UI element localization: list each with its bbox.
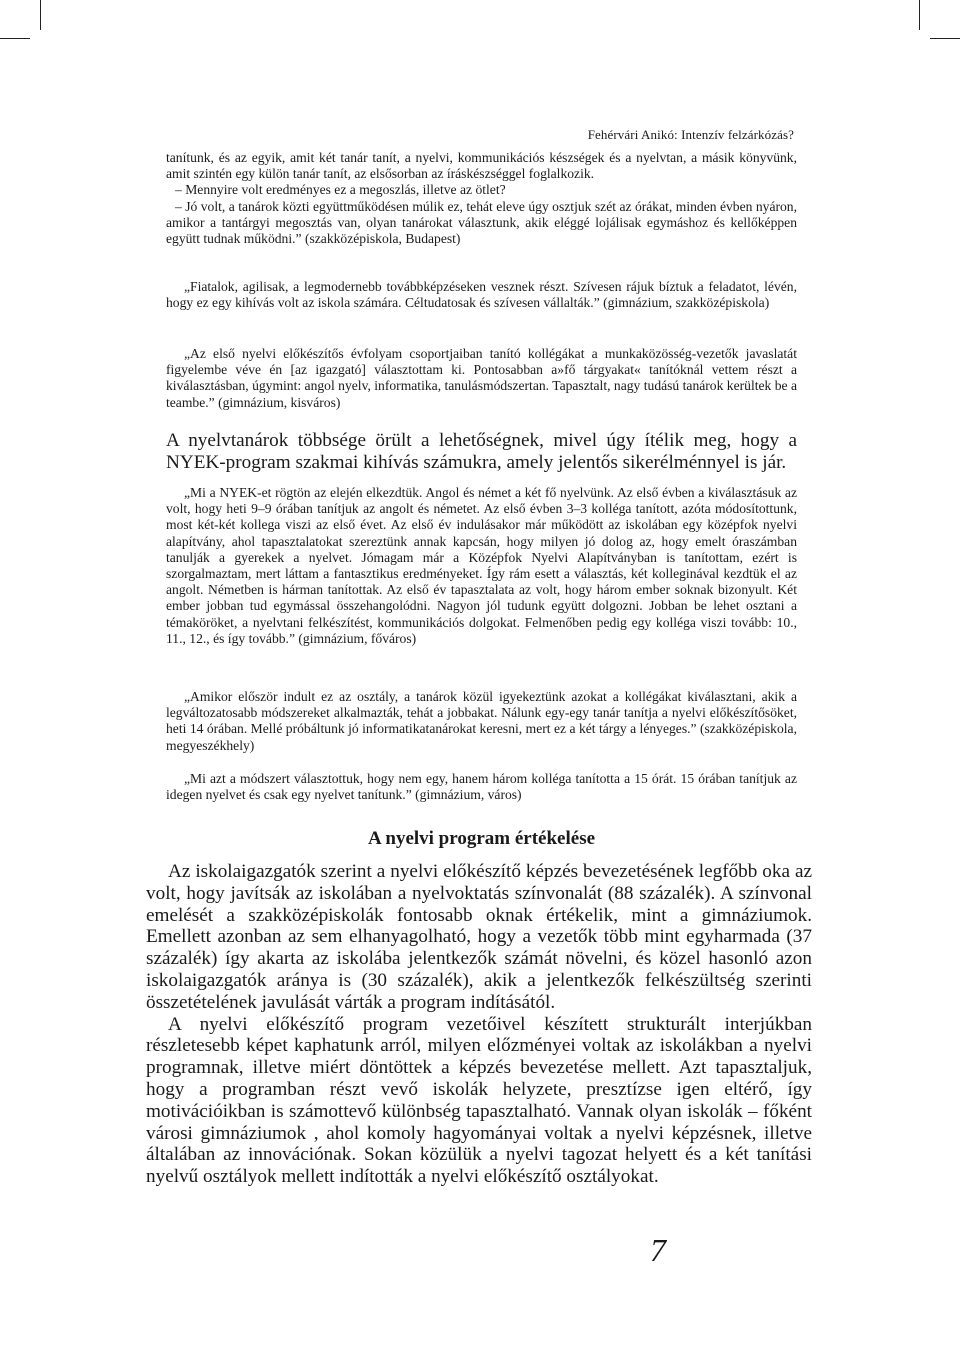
quote-text: „Az első nyelvi előkészítős évfolyam csoportjaiban tanító kollégákat a munkaközösség-vezetők javaslatát figyelembe véve én [az igazgató] választottam ki. Pontosabban a»fő tárgyakat« tanítóknál vettem részt a kiválasztásban, úgymint: angol nyelv, informatika, tanulásmódszertan. Tapasztalt, nagy tudású tanárok kerültek be a teambe.” (gimnázium, kisváros) [166,346,797,410]
highlight-statement: A nyelvtanárok többsége örült a lehetőségnek, mivel úgy ítélik meg, hogy a NYEK-program szakmai kihívás számukra, amely jelentős sikerélménnyel is jár. [166,430,797,473]
crop-mark-left-top [0,38,30,39]
quote-text: „Mi azt a módszert választottuk, hogy nem egy, hanem három kolléga tanította a 15 órát. 15 órában tanítjuk az idegen nyelvet és csak egy nyelvet tanítunk.” (gimnázium, város) [166,771,797,803]
intro-text: tanítunk, és az egyik, amit két tanár tanít, a nyelvi, kommunikációs készségek és a nyelvtan, a másik könyvünk, amit szintén egy külön tanár tanít, az elsősorban az íráskészséggel foglalkozik. [166,150,797,182]
running-header: Fehérvári Anikó: Intenzív felzárkózás? [587,127,794,142]
quote-text: „Fiatalok, agilisak, a legmodernebb továbbképzéseken vesznek részt. Szívesen rájuk bíztuk a feladatot, lévén, hogy ez egy kihívás volt az iskola számára. Céltudatosak és szívesen vállalták.” (gimnázium, szakközépiskola) [166,279,797,311]
quote-block-5 [166,771,797,803]
page-number: 7 [650,1232,666,1268]
quote-block-4 [166,689,797,754]
crop-mark-right-top [930,38,960,39]
crop-mark-top-right [919,0,920,30]
quote-block-2 [166,346,797,411]
interview-question: – Mennyire volt eredményes ez a megoszlás, illetve az ötlet? [175,182,506,198]
quote-block-3 [166,485,797,647]
crop-mark-top-left [40,0,41,30]
intro-block [166,150,797,247]
body-text [146,861,812,1188]
quote-block-1 [166,279,797,311]
quote-text: „Mi a NYEK-et rögtön az elején elkezdtük. Angol és német a két fő nyelvünk. Az első évben a kiválasztásuk az volt, hogy heti 9–9 órában tanítjuk az angolt és németet. Az első évben 3–3 kolléga tanított, azóta módosítottunk, most két-két kollega viszi az első évet. Az első év indulásakor már működött az iskolában egy középfok nyelvi alapítvány, ahol tapasztalatokat szereztünk annak kapcsán, hogy milyen jó dolog az, hogy emelt óraszámban tanulják a gyerekek a nyelvet. Jómagam már a Középfok Nyelvi Alapítványban is tanítottam, ezért is szorgalmaztam, mert láttam a fantasztikus eredményeket. Így rám esett a választás, két kolleginával kezdtük el az angolt. Németben is hárman tanítottak. Az első év tapasztalata az volt, hogy három ember soknak bizonyult. Két ember jobban tud egymással összehangolódni. Nagyon jól tudunk együtt dolgozni. Jobban be lehet osztani a témaköröket, a nyelvtani felkészítést, kommunikációs dolgokat. Felmenőben pedig egy kolléga viszi tovább: 10., 11., 12., és így tovább.” (gimnázium, főváros) [166,485,797,646]
section-heading: A nyelvi program értékelése [367,828,596,849]
body-paragraph-2: A nyelvi előkészítő program vezetőivel készített strukturált interjúkban részletesebb képet kaphatunk arról, milyen előzményei voltak az iskolákban a nyelvi programnak, illetve miért döntöttek a képzés bevezetése mellett. Azt tapasztaljuk, hogy a programban részt vevő iskolák helyzete, presztízse igen eltérő, így motivációikban is számottevő különbség tapasztalható. Vannak olyan iskolák – főként városi gimnáziumok , ahol komoly hagyományai voltak a nyelvi képzésnek, illetve általában az innovációnak. Sokan közülük a nyelvi tagozat helyett és a két tanítási nyelvű osztályok mellett indították a nyelvi előkészítő osztályokat. [146,1013,812,1188]
quote-text: „Amikor először indult ez az osztály, a tanárok közül igyekeztünk azokat a kollégákat kiválasztani, akik a legváltozatosabb módszereket alkalmazták, tehát a jobbakat. Nálunk egy-egy tanár tanítja a nyelvi előkészítősöket, heti 14 órában. Mellé próbáltunk jó informatikatanárokat keresni, mert ez a két tárgy a lényeges.” (szakközépiskola, megyeszékhely) [166,689,797,753]
interview-answer: – Jó volt, a tanárok közti együttműködésen múlik ez, tehát eleve úgy osztjuk szét az órákat, minden évben nyáron, amikor a tantárgyi megosztás van, olyan tanárokat választunk, akik eléggé lojálisak egymáshoz és kellőképpen együtt tudnak működni.” (szakközépiskola, Budapest) [166,198,797,247]
body-paragraph-1: Az iskolaigazgatók szerint a nyelvi előkészítő képzés bevezetésének legfőbb oka az volt, hogy javítsák az iskolában a nyelvoktatás színvonalát (88 százalék). A színvonal emelését a szakközépiskolák fontosabb oknak értékelik, mint a gimnáziumok. Emellett azonban az sem elhanyagolható, hogy a vezetők több mint egyharmada (37 százalék) így akarta az iskolába jelentkezők számát növelni, és közel hasonló azon iskolaigazgatók aránya is (30 százalék), akik a jelentkezők felkészültség szerinti összetételének javulását várták a program indításától. [146,861,812,1013]
